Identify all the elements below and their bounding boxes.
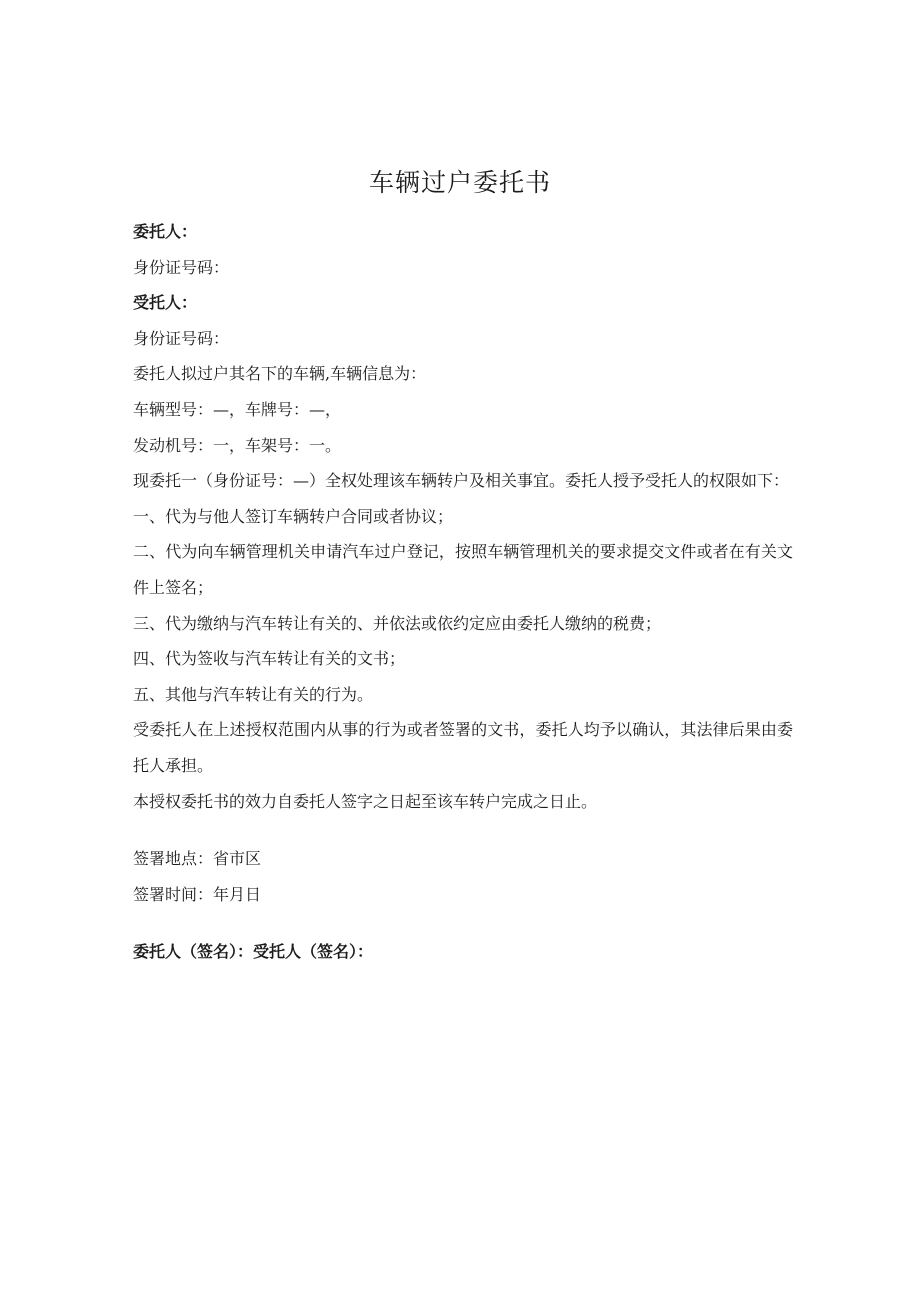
sign-place: 签署地点：省市区 [133,849,262,869]
authority-item-3: 三、代为缴纳与汽车转让有关的、并依法或依约定应由委托人缴纳的税费； [133,613,662,633]
confirmation-paragraph: 受委托人在上述授权范围内从事的行为或者签署的文书，委托人均予以确认，其法律后果由委托人承担。 [133,720,793,775]
agent-label: 受托人： [133,293,198,313]
authority-item-5: 五、其他与汽车转让有关的行为。 [133,684,374,704]
principal-label: 委托人： [133,222,198,241]
validity-paragraph: 本授权委托书的效力自委托人签字之日起至该车转户完成之日止。 [133,791,598,811]
authority-item-1: 一、代为与他人签订车辆转户合同或者协议； [133,506,454,526]
authority-item-2: 二、代为向车辆管理机关申请汽车过户登记，按照车辆管理机关的要求提交文件或者在有关文件上签名； [133,542,793,597]
principal-id-label: 身份证号码： [133,257,230,277]
agent-id-label: 身份证号码： [133,328,230,348]
vehicle-info-line-1: 车辆型号：—，车牌号：—， [133,399,342,419]
authorization-paragraph: 现委托一（身份证号：—）全权处理该车辆转户及相关事宜。委托人授予受托人的权限如下： [133,471,790,491]
sign-time: 签署时间：年月日 [133,884,262,904]
spacer [133,912,793,934]
signature-line: 委托人（签名）：受托人（签名）： [133,942,374,962]
document-title: 车辆过户委托书 [368,168,551,197]
document-body [133,214,793,970]
authority-item-4: 四、代为签收与汽车转让有关的文书； [133,649,406,669]
spacer [133,819,793,841]
vehicle-info-line-2: 发动机号：一，车架号：一。 [133,435,342,455]
vehicle-intro: 委托人拟过户其名下的车辆,车辆信息为： [133,364,427,384]
